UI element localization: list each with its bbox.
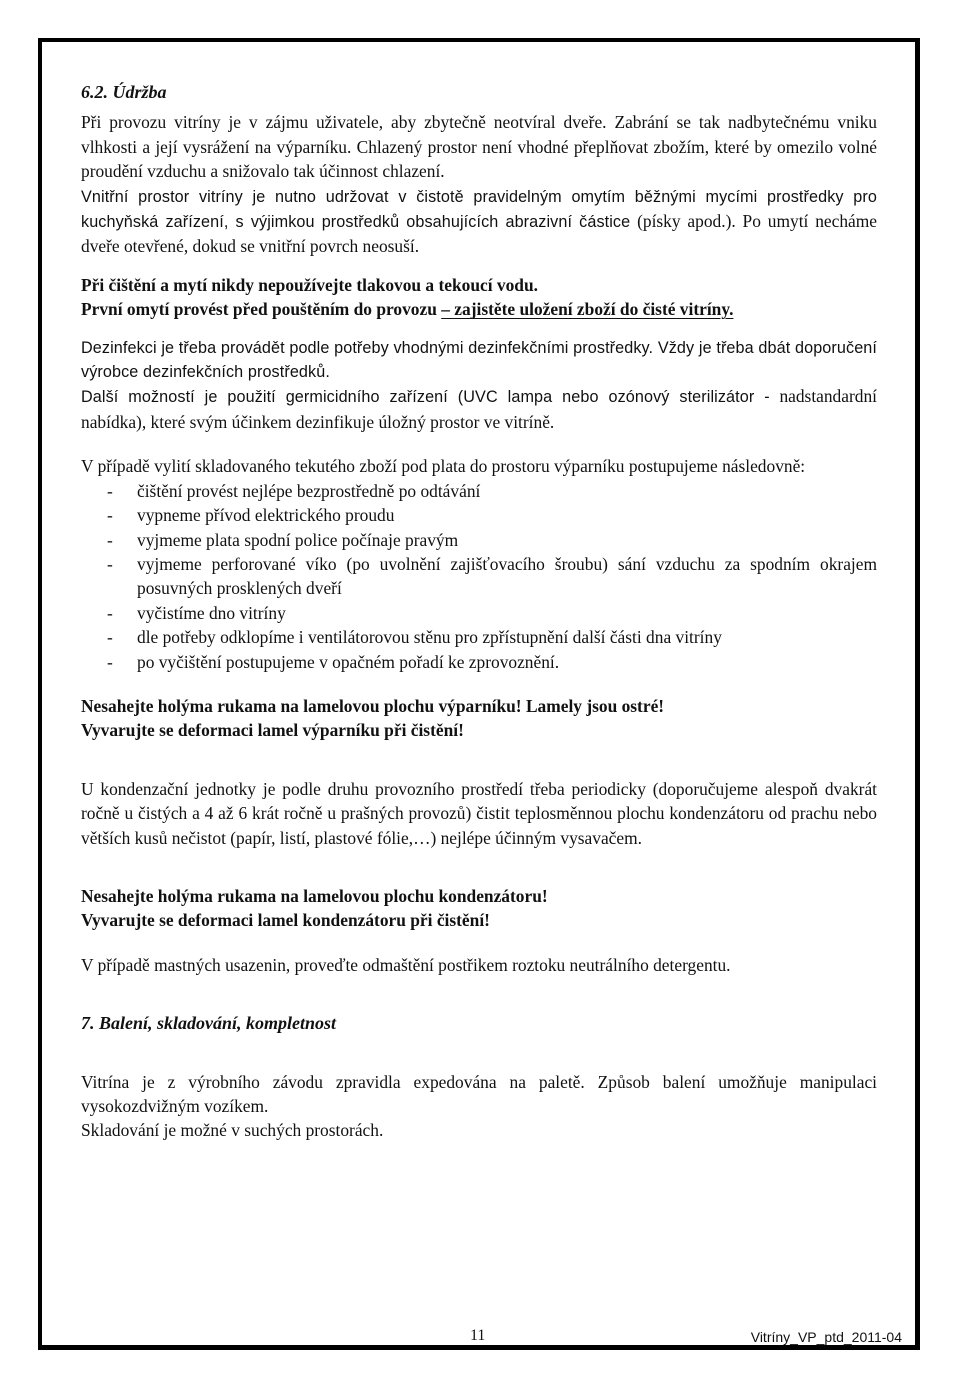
first-wash-text: První omytí provést před pouštěním do provozu [81, 299, 442, 320]
document-id: Vitríny_VP_ptd_2011-04 [750, 1329, 902, 1345]
warning-evaporator-sharp: Nesahejte holýma rukama na lamelovou plochu výparníku! Lamely jsou ostré! [81, 695, 665, 716]
list-item: - dle potřeby odklopíme i ventilátorovou stěnu pro zpřístupnění další části dna vitríny [81, 625, 877, 649]
warning-first-wash [81, 297, 877, 321]
paragraph-spill-intro: V případě vylití skladovaného tekutého zboží pod plata do prostoru výparníku postupujeme následovně: [81, 456, 806, 477]
interior-cleaning-text-cont: (písky apod.). Po umytí necháme dveře otevřené, dokud se vnitřní povrch neosuší. [81, 211, 877, 257]
warning-condenser-deform: Vyvarujte se deformaci lamel kondenzátoru při čistění! [81, 910, 490, 931]
document-body [81, 80, 877, 1143]
paragraph-packaging: Vitrína je z výrobního závodu zpravidla expedována na paletě. Způsob balení umožňuje manipulaci vysokozdvižným vozíkem. [81, 1071, 877, 1116]
list-item: - po vyčištění postupujeme v opačném pořadí ke zprovoznění. [81, 650, 877, 674]
paragraph-storage: Skladování je možné v suchých prostorách. [81, 1120, 384, 1141]
first-wash-underlined: – zajistěte uložení zboží do čisté vitríny. [441, 299, 734, 320]
paragraph-interior-cleaning [81, 184, 877, 259]
germicidal-text: Další možností je použití germicidního zařízení (UVC lampa nebo ozónový sterilizátor - [81, 388, 770, 407]
section-heading-maintenance: 6.2. Údržba [81, 82, 167, 102]
warning-evaporator-deform: Vyvarujte se deformaci lamel výparníku při čistění! [81, 720, 464, 741]
paragraph-disinfection: Dezinfekci je třeba provádět podle potřeby vhodnými dezinfekčními prostředky. Vždy je třeba dbát doporučení výrobce dezinfekčních prostředků. [81, 338, 877, 382]
paragraph-germicidal [81, 384, 877, 434]
warning-condenser-touch: Nesahejte holýma rukama na lamelovou plochu kondenzátoru! [81, 885, 548, 906]
warning-no-pressure-water: Při čištění a mytí nikdy nepoužívejte tlakovou a tekoucí vodu. [81, 274, 538, 295]
paragraph-condenser-cleaning: U kondenzační jednotky je podle druhu provozního prostředí třeba periodicky (doporučujeme alespoň dvakrát ročně u čistých a 4 až 6 krát ročně u prašných provozů) čistit teplosměnnou plochu kondenzátoru od prachu nebo větších kusů nečistot (papír, listí, plastové fólie,…) nejlépe účinným vysavačem. [81, 778, 877, 848]
paragraph-grease: V případě mastných usazenin, proveďte odmaštění postřikem roztoku neutrálního detergentu. [81, 954, 731, 975]
list-item: - vyčistíme dno vitríny [81, 601, 877, 625]
paragraph-door-usage: Při provozu vitríny je v zájmu uživatele, aby zbytečně neotvíral dveře. Zabrání se tak nadbytečnému vniku vlhkosti a její vysrážení na výparníku. Chlazený prostor není vhodné přeplňovat zbožím, které by omezilo volné proudění vzduchu a snižovalo tak účinnost chlazení. [81, 112, 877, 182]
spill-steps-list [81, 479, 877, 674]
list-item: - vyjmeme plata spodní police počínaje pravým [81, 528, 877, 552]
list-item: - vypneme přívod elektrického proudu [81, 503, 877, 527]
page-number: 11 [470, 1327, 486, 1344]
germicidal-text-cont: nadstandardní nabídka), které svým účinkem dezinfikuje úložný prostor ve vitríně. [81, 386, 877, 432]
interior-cleaning-text: Vnitřní prostor vitríny je nutno udržovat v čistotě pravidelným omytím běžnými mycími prostředky pro kuchyňská zařízení, s výjimkou prostředků obsahujících abrazivní částice [81, 187, 877, 232]
list-item: - čištění provést nejlépe bezprostředně po odtávání [81, 479, 877, 503]
list-item: - vyjmeme perforované víko (po uvolnění zajišťovacího šroubu) sání vzduchu za spodním okrajem posuvných prosklených dveří [81, 552, 877, 601]
section-heading-packaging: 7. Balení, skladování, kompletnost [81, 1013, 337, 1034]
